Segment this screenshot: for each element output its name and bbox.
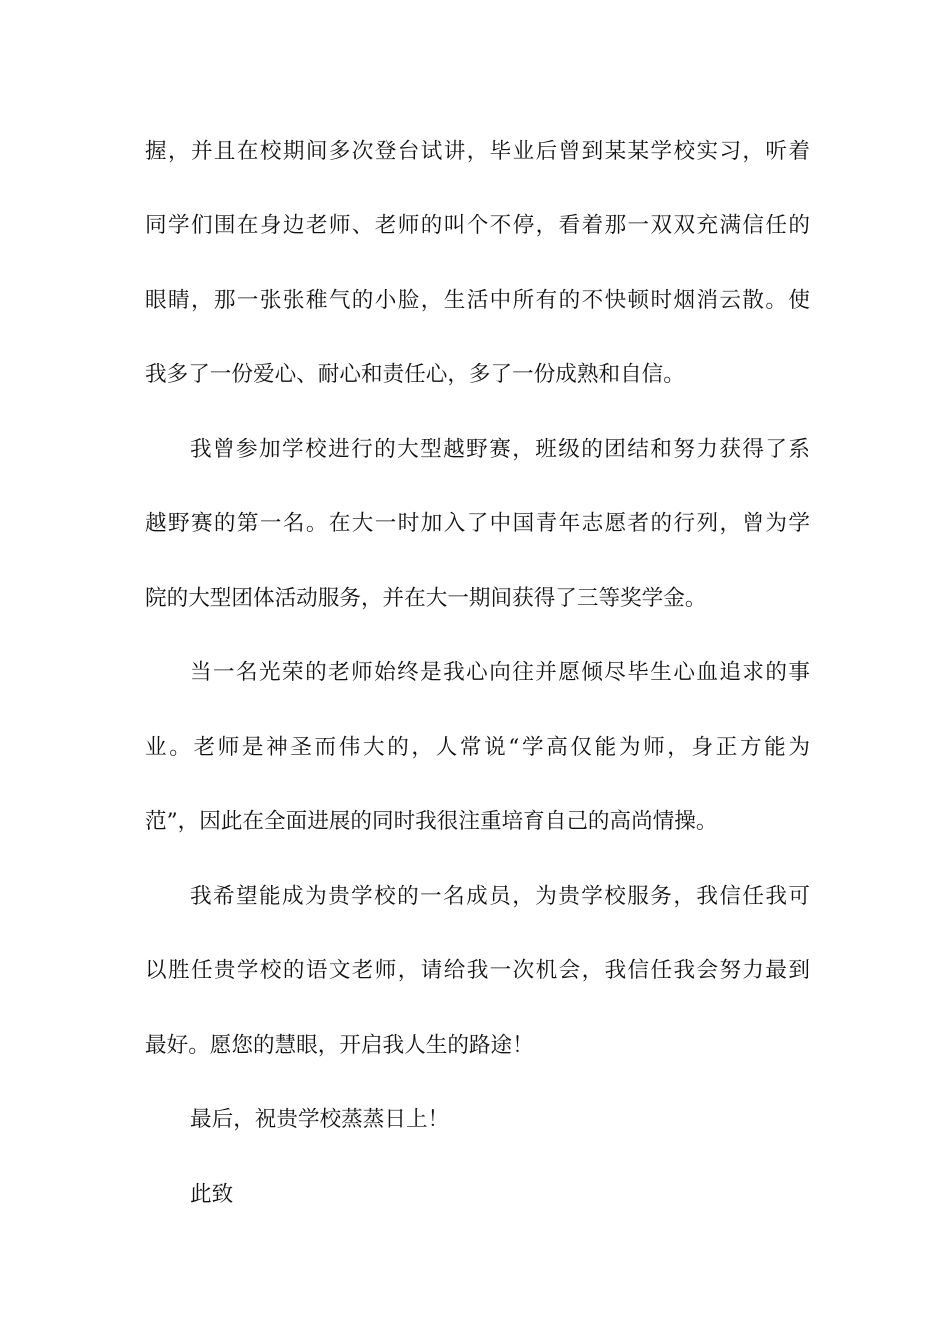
paragraph-first-line: 当一名光荣的老师始终是我心向往并愿倾尽毕生心血追求的事 bbox=[190, 660, 810, 685]
text-line: 同学们围在身边老师、老师的叫个不停，看着那一双双充满信任的 bbox=[145, 213, 810, 238]
closing-wish: 最后，祝贵学校蒸蒸日上！ bbox=[190, 1107, 450, 1132]
text-line: 眼睛，那一张张稚气的小脸，生活中所有的不快顿时烟消云散。使 bbox=[145, 288, 810, 313]
text-line: 范”，因此在全面进展的同时我很注重培育自己的高尚情操。 bbox=[145, 809, 718, 834]
text-line: 最好。愿您的慧眼，开启我人生的路途！ bbox=[145, 1033, 534, 1058]
text-line: 越野赛的第一名。在大一时加入了中国青年志愿者的行列，曾为学 bbox=[145, 511, 810, 536]
salutation: 此致 bbox=[190, 1182, 234, 1207]
text-line: 业。老师是神圣而伟大的，人常说“学高仅能为师，身正方能为 bbox=[145, 735, 810, 760]
text-line: 院的大型团体活动服务，并在大一期间获得了三等奖学金。 bbox=[145, 586, 707, 611]
paragraph-first-line: 我希望能成为贵学校的一名成员，为贵学校服务，我信任我可 bbox=[190, 884, 810, 909]
text-line: 握，并且在校期间多次登台试讲，毕业后曾到某某学校实习，听着 bbox=[145, 139, 810, 164]
text-line: 我多了一份爱心、耐心和责任心，多了一份成熟和自信。 bbox=[145, 362, 685, 387]
text-line: 以胜任贵学校的语文老师，请给我一次机会，我信任我会努力最到 bbox=[145, 958, 810, 983]
paragraph-first-line: 我曾参加学校进行的大型越野赛，班级的团结和努力获得了系 bbox=[190, 437, 810, 462]
